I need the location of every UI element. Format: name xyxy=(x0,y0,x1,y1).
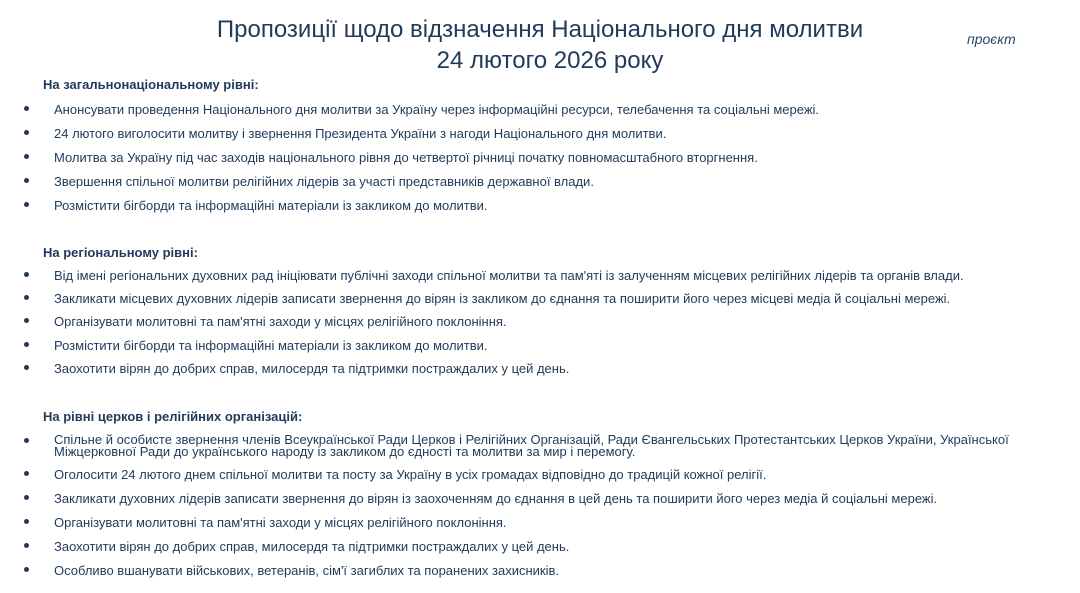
bullet-icon xyxy=(24,471,29,476)
list-item: Від імені регіональних духовних рад ініціювати публічні заходи спільної молитви та пам'яті із залученням місцевих релігійних лідерів та органів влади. xyxy=(0,269,964,292)
list-item: Розмістити бігборди та інформаційні матеріали із закликом до молитви. xyxy=(0,339,964,362)
section-heading-regional: На регіональному рівні: xyxy=(43,245,198,260)
bullet-icon xyxy=(24,106,29,111)
page-title xyxy=(0,14,1080,76)
bullet-icon xyxy=(24,519,29,524)
bullet-icon xyxy=(24,178,29,183)
bullet-icon xyxy=(24,272,29,277)
list-item: Організувати молитовні та пам'ятні заходи у місцях релігійного поклоніння. xyxy=(0,516,1064,540)
list-item: Розмістити бігборди та інформаційні матеріали із закликом до молитви. xyxy=(0,199,819,223)
title-line-2: 24 лютого 2026 року xyxy=(436,47,664,74)
list-item: 24 лютого виголосити молитву і звернення Президента України з нагоди Національного дня молитви. xyxy=(0,127,819,151)
list-item: Анонсувати проведення Національного дня молитви за Україну через інформаційні ресурси, телебачення та соціальні мережі. xyxy=(0,103,819,127)
bullet-icon xyxy=(24,543,29,548)
list-item: Організувати молитовні та пам'ятні заходи у місцях релігійного поклоніння. xyxy=(0,315,964,339)
list-item: Звершення спільної молитви релігійних лідерів за участі представників державної влади. xyxy=(0,175,819,199)
title-line-1: Пропозиції щодо відзначення Національного дня молитви xyxy=(216,16,864,43)
draft-mark: проєкт xyxy=(967,31,1016,47)
bullet-icon xyxy=(24,318,29,323)
churches-list xyxy=(0,434,1064,584)
list-item: Закликати місцевих духовних лідерів записати звернення до вірян із закликом до єднання та поширити його через місцеві медіа й соціальні мережі. xyxy=(0,292,964,315)
list-item: Закликати духовних лідерів записати звернення до вірян із заохоченням до єднання в цей день та поширити його через медіа й соціальні мережі. xyxy=(0,492,1064,516)
bullet-icon xyxy=(24,495,29,500)
national-list xyxy=(0,103,819,223)
bullet-icon xyxy=(24,438,29,443)
list-item: Молитва за Україну під час заходів національного рівня до четвертої річниці початку повномасштабного вторгнення. xyxy=(0,151,819,175)
list-item: Оголосити 24 лютого днем спільної молитви та посту за Україну в усіх громадах відповідно до традицій кожної релігії. xyxy=(0,468,1064,492)
list-item: Заохотити вірян до добрих справ, милосердя та підтримки постраждалих у цей день. xyxy=(0,540,1064,564)
bullet-icon xyxy=(24,342,29,347)
bullet-icon xyxy=(24,130,29,135)
bullet-icon xyxy=(24,295,29,300)
bullet-icon xyxy=(24,567,29,572)
regional-list xyxy=(0,269,964,385)
bullet-icon xyxy=(24,154,29,159)
list-item: Спільне й особисте звернення членів Всеукраїнської Ради Церков і Релігійних Організацій, Ради Євангельських Протестантських Церков України, Української Міжцерковної Ради до українського народу із закликом до єдності та молитви за мир і перемогу. xyxy=(0,434,1064,468)
section-heading-national: На загальнонаціональному рівні: xyxy=(43,77,259,92)
list-item: Особливо вшанувати військових, ветеранів, сім'ї загиблих та поранених захисників. xyxy=(0,564,1064,584)
list-item: Заохотити вірян до добрих справ, милосердя та підтримки постраждалих у цей день. xyxy=(0,362,964,385)
section-heading-churches: На рівні церков і релігійних організацій: xyxy=(43,409,303,424)
bullet-icon xyxy=(24,202,29,207)
bullet-icon xyxy=(24,365,29,370)
